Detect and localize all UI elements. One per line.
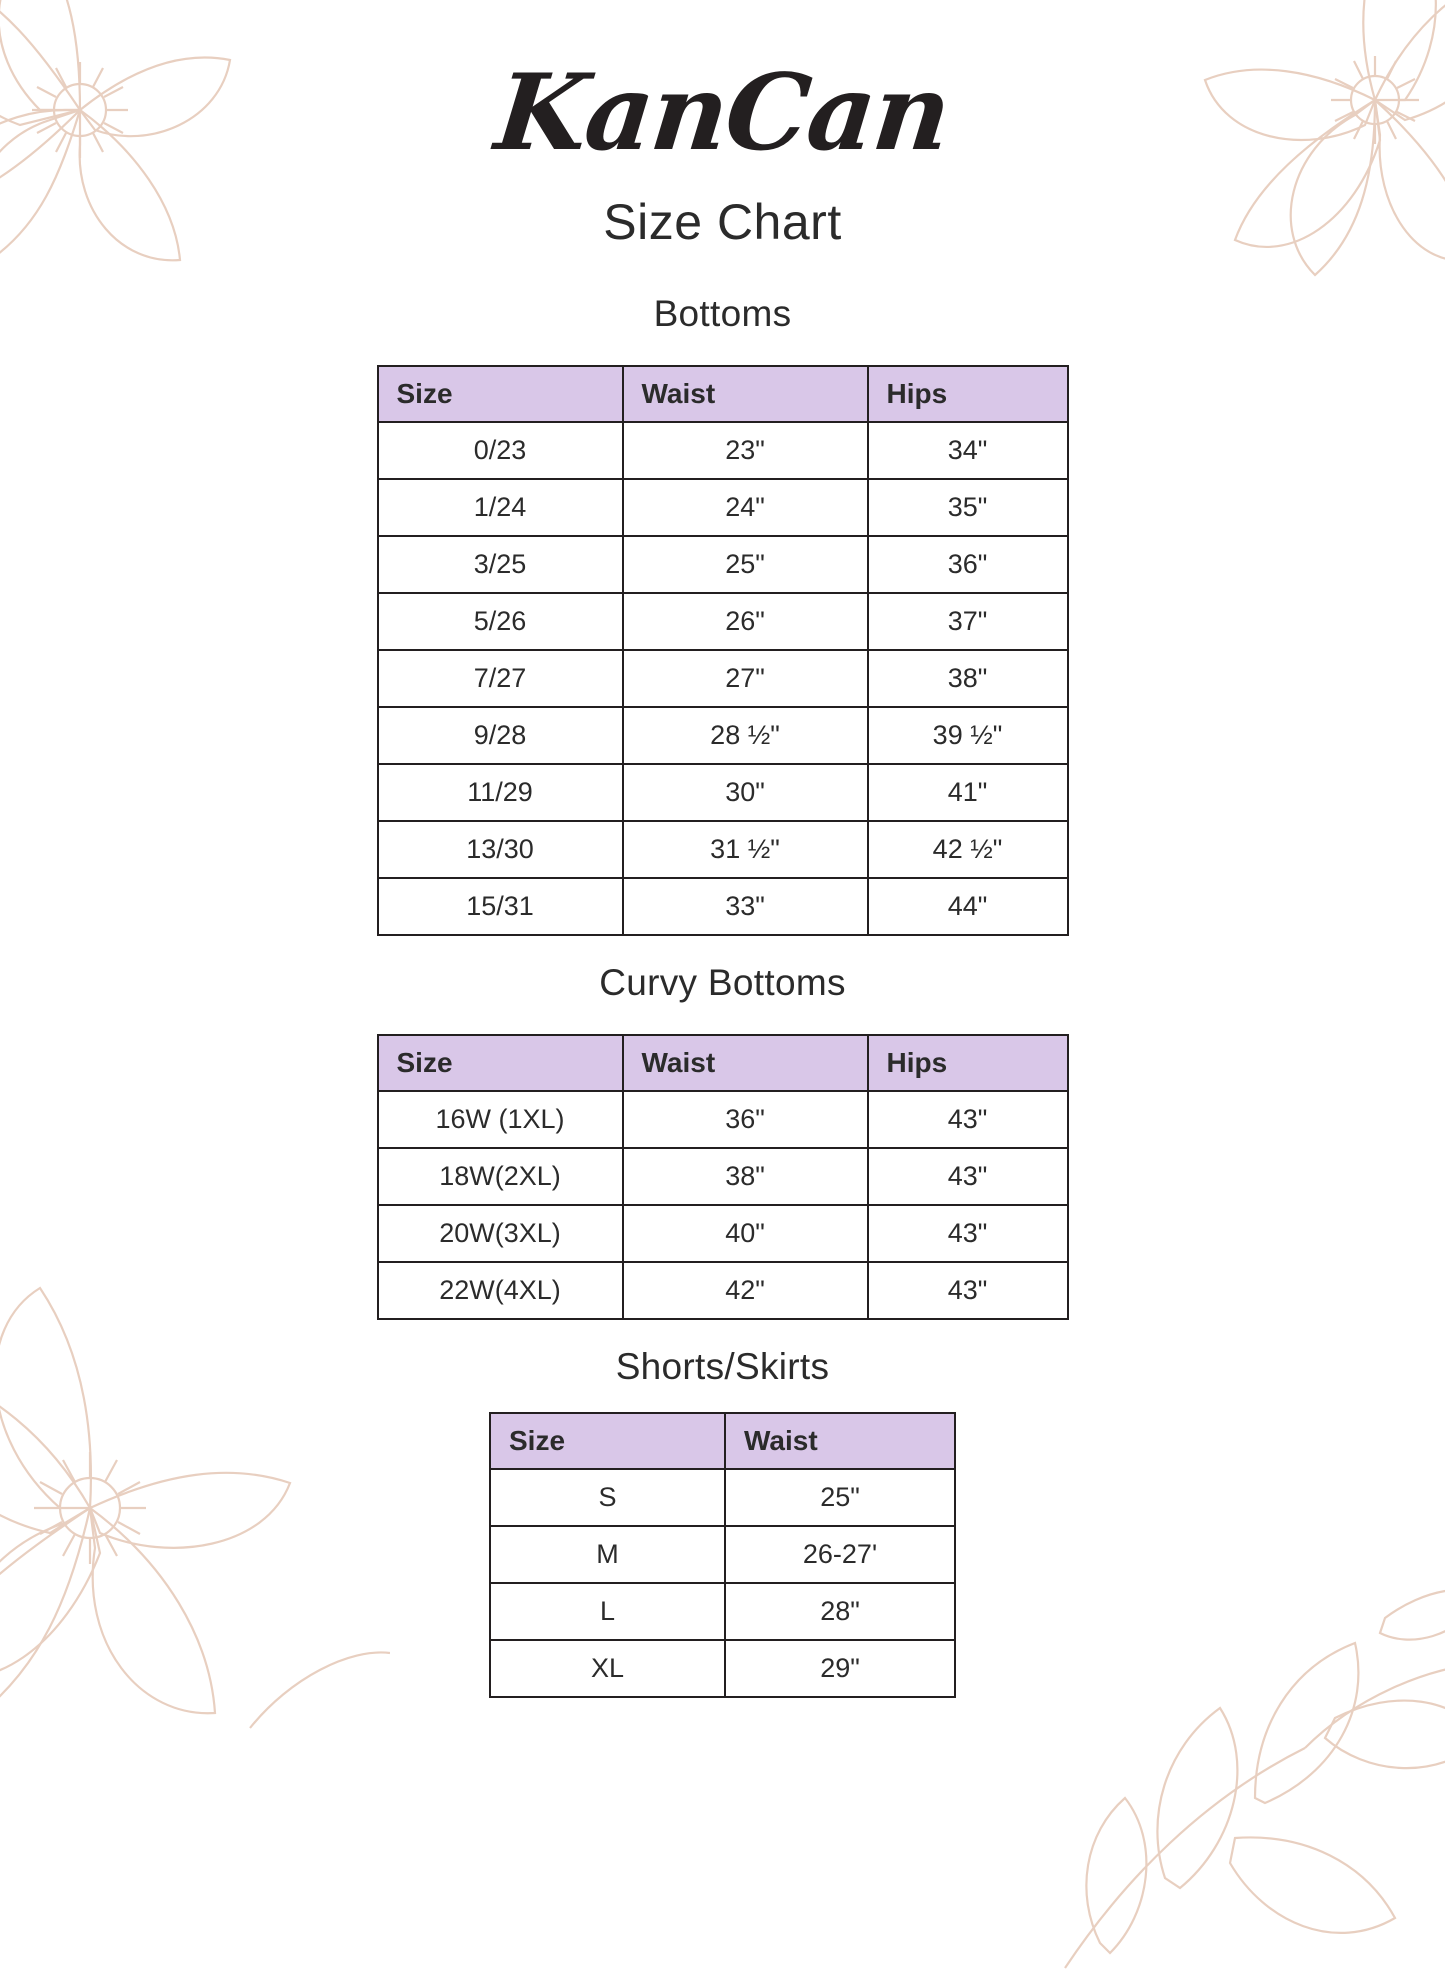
table-bottoms (377, 365, 1069, 936)
cell-size: L (490, 1583, 725, 1640)
cell-size: 20W(3XL) (378, 1205, 623, 1262)
column-header-hips: Hips (868, 1035, 1068, 1091)
table-row (378, 1148, 1068, 1205)
cell-hips: 43" (868, 1091, 1068, 1148)
table-row (490, 1583, 955, 1640)
cell-size: 7/27 (378, 650, 623, 707)
cell-size: 13/30 (378, 821, 623, 878)
cell-hips: 43" (868, 1148, 1068, 1205)
column-header-waist: Waist (623, 366, 868, 422)
table-curvy-bottoms (377, 1034, 1069, 1320)
cell-size: 5/26 (378, 593, 623, 650)
table-row (378, 422, 1068, 479)
cell-waist: 24" (623, 479, 868, 536)
cell-size: 22W(4XL) (378, 1262, 623, 1319)
cell-waist: 26" (623, 593, 868, 650)
cell-hips: 43" (868, 1262, 1068, 1319)
cell-hips: 37" (868, 593, 1068, 650)
table-header-row (490, 1413, 955, 1469)
section-heading-shorts-skirts: Shorts/Skirts (615, 1346, 830, 1387)
section-heading-bottoms: Bottoms (653, 293, 792, 334)
table-row (378, 1262, 1068, 1319)
table-row (378, 650, 1068, 707)
table-row (378, 479, 1068, 536)
table-shorts-skirts (489, 1412, 956, 1698)
brand-logo: KanCan (490, 50, 955, 174)
cell-waist: 40" (623, 1205, 868, 1262)
cell-waist: 28 ½" (623, 707, 868, 764)
cell-hips: 42 ½" (868, 821, 1068, 878)
cell-hips: 39 ½" (868, 707, 1068, 764)
table-row (378, 821, 1068, 878)
cell-size: 9/28 (378, 707, 623, 764)
table-row (378, 764, 1068, 821)
cell-size: 1/24 (378, 479, 623, 536)
cell-hips: 38" (868, 650, 1068, 707)
table-row (490, 1526, 955, 1583)
cell-size: 15/31 (378, 878, 623, 935)
column-header-size: Size (378, 366, 623, 422)
cell-waist: 27" (623, 650, 868, 707)
page-title: Size Chart (603, 194, 842, 250)
cell-size: 0/23 (378, 422, 623, 479)
table-row (378, 878, 1068, 935)
cell-size: 11/29 (378, 764, 623, 821)
table-row (378, 536, 1068, 593)
cell-waist: 38" (623, 1148, 868, 1205)
cell-size: 3/25 (378, 536, 623, 593)
column-header-hips: Hips (868, 366, 1068, 422)
table-header-row (378, 1035, 1068, 1091)
cell-waist: 33" (623, 878, 868, 935)
cell-size: S (490, 1469, 725, 1526)
column-header-size: Size (490, 1413, 725, 1469)
table-row (378, 1091, 1068, 1148)
cell-waist: 42" (623, 1262, 868, 1319)
cell-hips: 34" (868, 422, 1068, 479)
table-row (490, 1640, 955, 1697)
cell-waist: 25" (623, 536, 868, 593)
cell-size: M (490, 1526, 725, 1583)
cell-waist: 36" (623, 1091, 868, 1148)
column-header-waist: Waist (623, 1035, 868, 1091)
table-row (378, 707, 1068, 764)
cell-waist: 28" (725, 1583, 955, 1640)
cell-size: 18W(2XL) (378, 1148, 623, 1205)
cell-waist: 23" (623, 422, 868, 479)
cell-size: 16W (1XL) (378, 1091, 623, 1148)
column-header-size: Size (378, 1035, 623, 1091)
table-row (490, 1469, 955, 1526)
cell-hips: 35" (868, 479, 1068, 536)
table-header-row (378, 366, 1068, 422)
cell-waist: 30" (623, 764, 868, 821)
column-header-waist: Waist (725, 1413, 955, 1469)
cell-waist: 26-27' (725, 1526, 955, 1583)
cell-size: XL (490, 1640, 725, 1697)
table-row (378, 593, 1068, 650)
cell-waist: 25" (725, 1469, 955, 1526)
cell-hips: 36" (868, 536, 1068, 593)
table-row (378, 1205, 1068, 1262)
cell-hips: 43" (868, 1205, 1068, 1262)
cell-hips: 44" (868, 878, 1068, 935)
cell-waist: 31 ½" (623, 821, 868, 878)
cell-waist: 29" (725, 1640, 955, 1697)
section-heading-curvy-bottoms: Curvy Bottoms (599, 962, 846, 1003)
cell-hips: 41" (868, 764, 1068, 821)
